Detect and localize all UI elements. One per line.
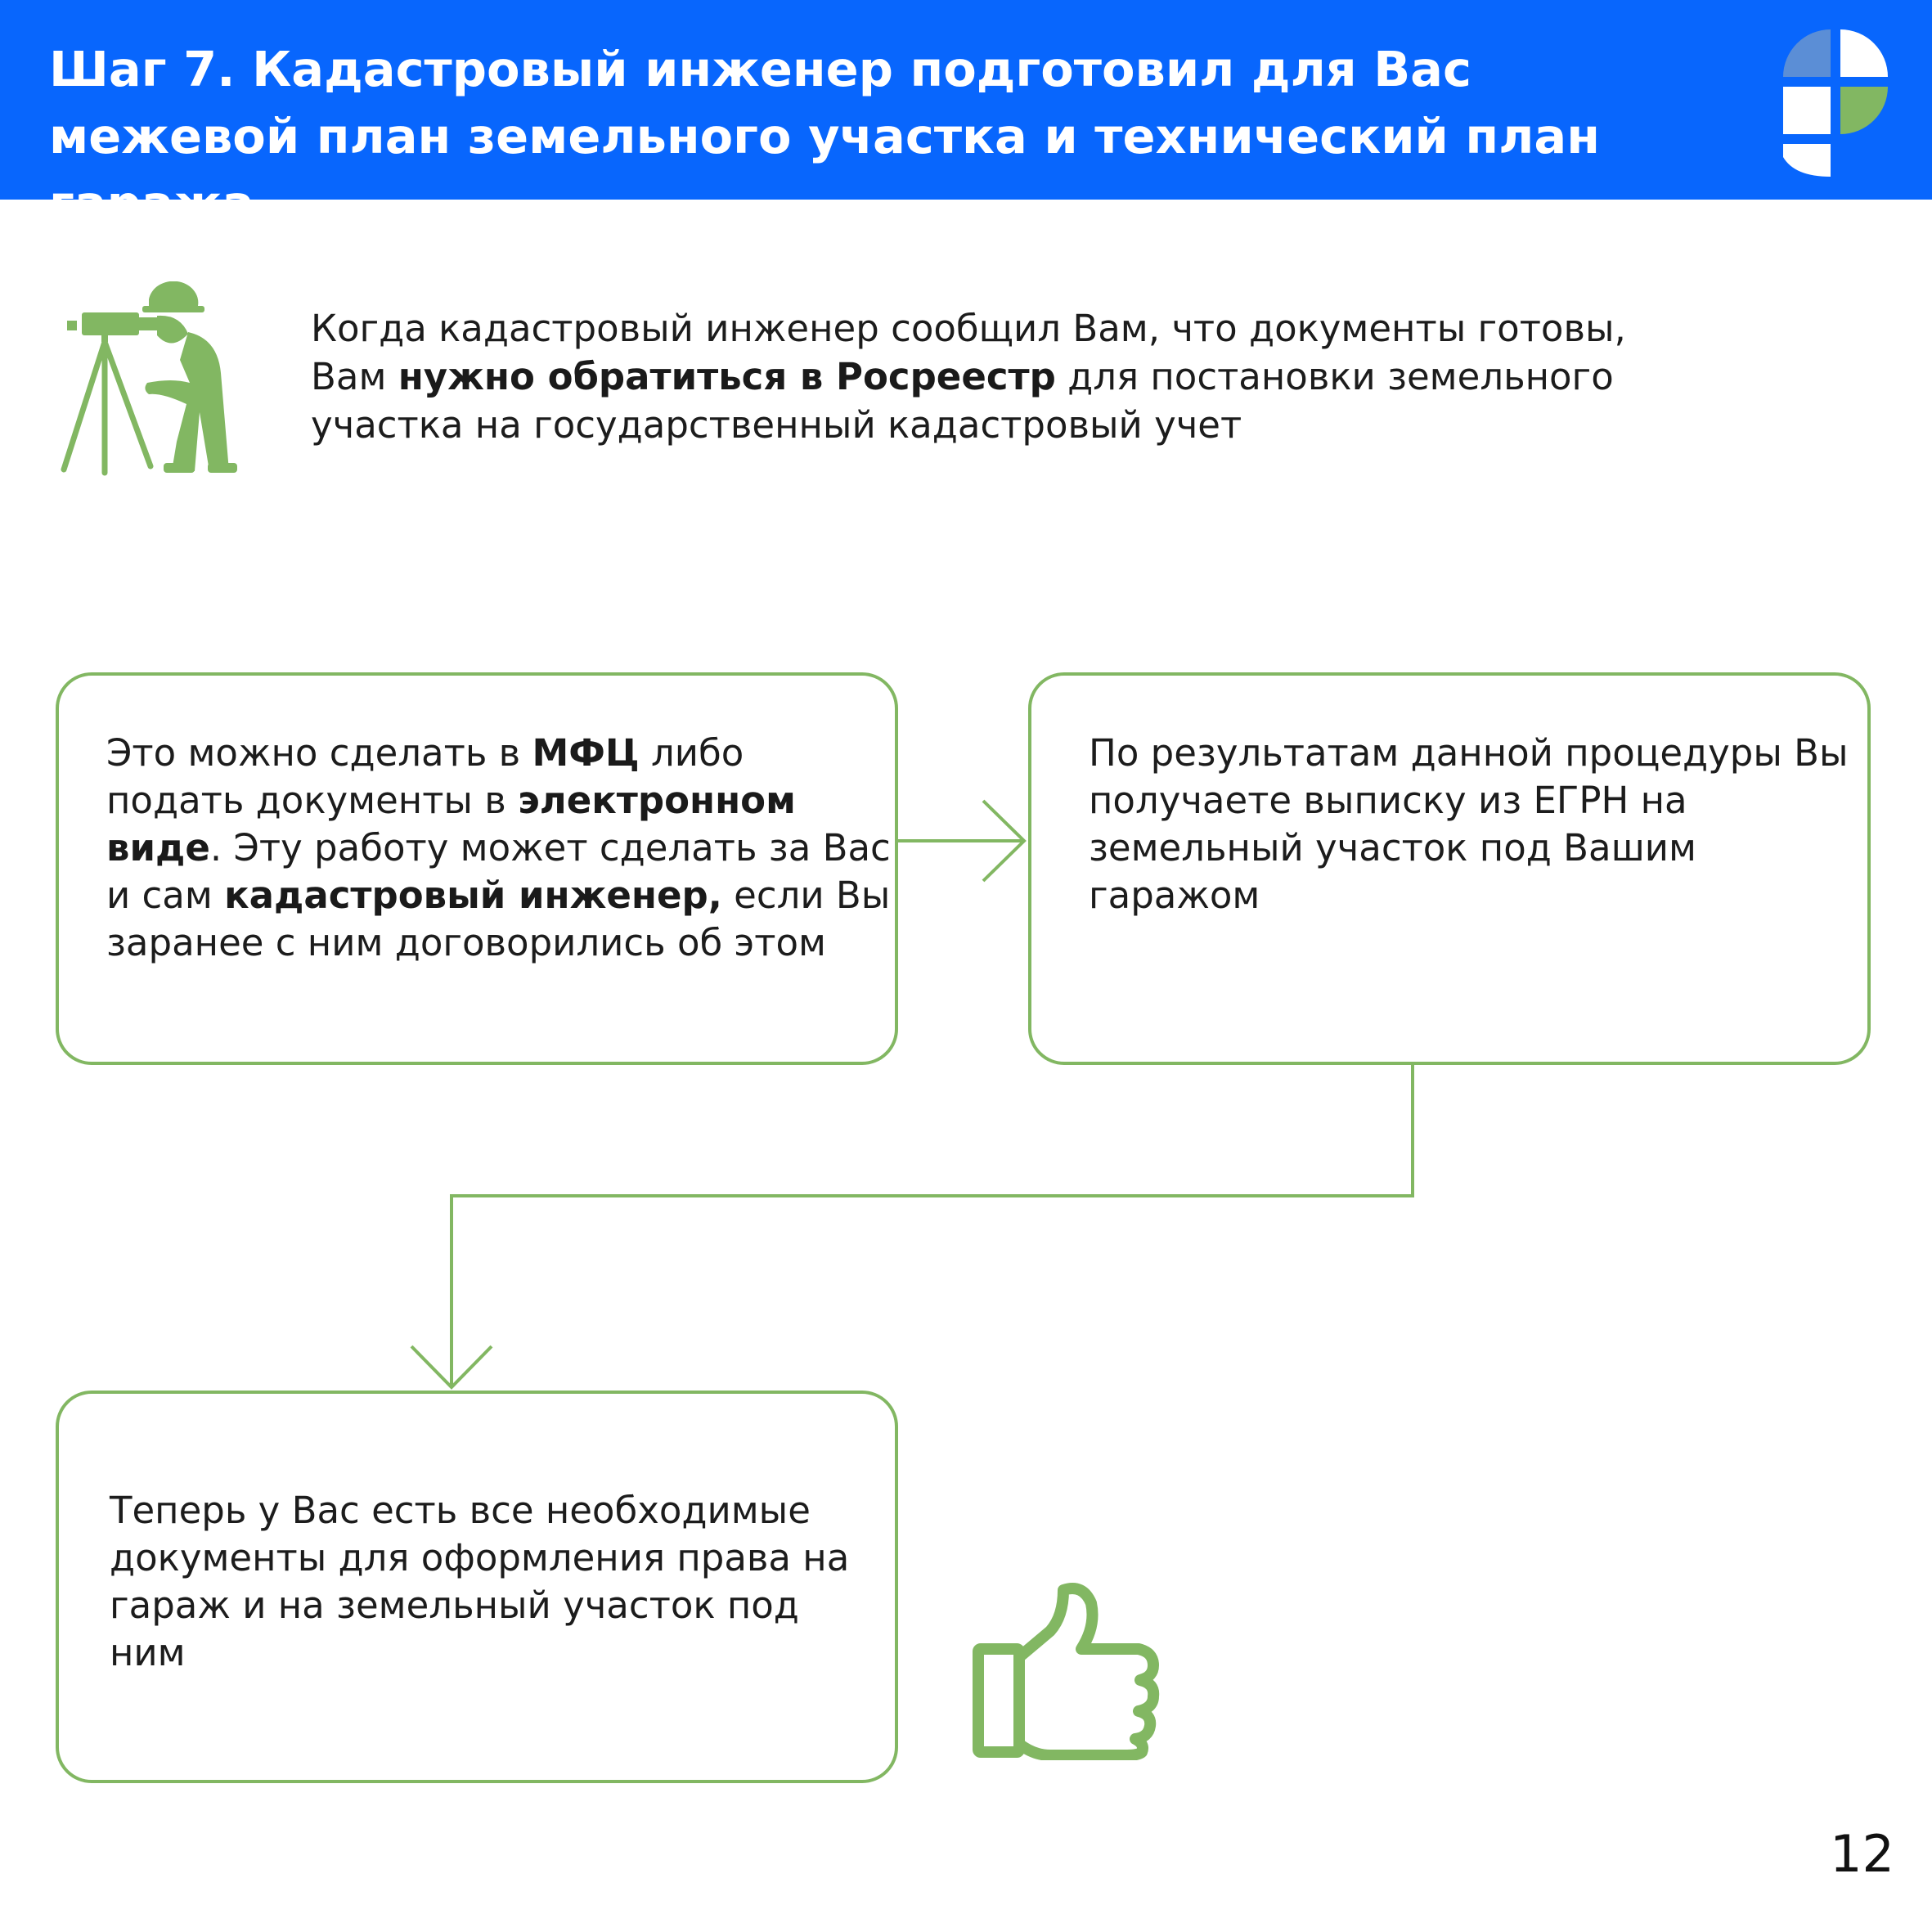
box-emphasis: кадастровый инженер, — [224, 874, 722, 917]
thumbs-up-icon — [972, 1580, 1163, 1760]
box-text-part: либо подать документы в — [106, 731, 744, 822]
intro-text-part: для постановки земельного участка на государственный кадастровый учет — [311, 355, 1614, 447]
box-text-part: Это можно сделать в — [106, 731, 532, 775]
flow-box-text: По результатам данной процедуры Вы получаете выписку из ЕГРН на земельный участок под Вашим гаражом — [1089, 731, 1849, 917]
intro-emphasis: нужно обратиться в Росреестр — [398, 355, 1056, 398]
intro-text-part: Когда кадастровый инженер сообщил Вам, что документы готовы, Вам — [311, 307, 1626, 398]
page-title: Шаг 7. Кадастровый инженер подготовил для Вас межевой план земельного участка и технический план гаража — [49, 41, 1600, 231]
box-emphasis: электронном виде — [106, 779, 796, 869]
flow-box-text — [106, 730, 892, 967]
flow-box-submit — [56, 672, 898, 1065]
flow-box-result — [1028, 672, 1871, 1065]
arrow-box2-to-box3-line — [452, 1065, 1413, 1387]
flow-box-final — [56, 1391, 898, 1783]
flow-box-text: Теперь у Вас есть все необходимые документы для оформления права на гараж и на земельный участок под ним — [110, 1489, 850, 1674]
box-text-part: если Вы заранее с ним договорились об этом — [106, 874, 891, 964]
box-emphasis: МФЦ — [532, 731, 640, 775]
box-text-part: . Эту работу может сделать за Вас и сам — [106, 826, 891, 917]
page-number: 12 — [1830, 1824, 1894, 1884]
